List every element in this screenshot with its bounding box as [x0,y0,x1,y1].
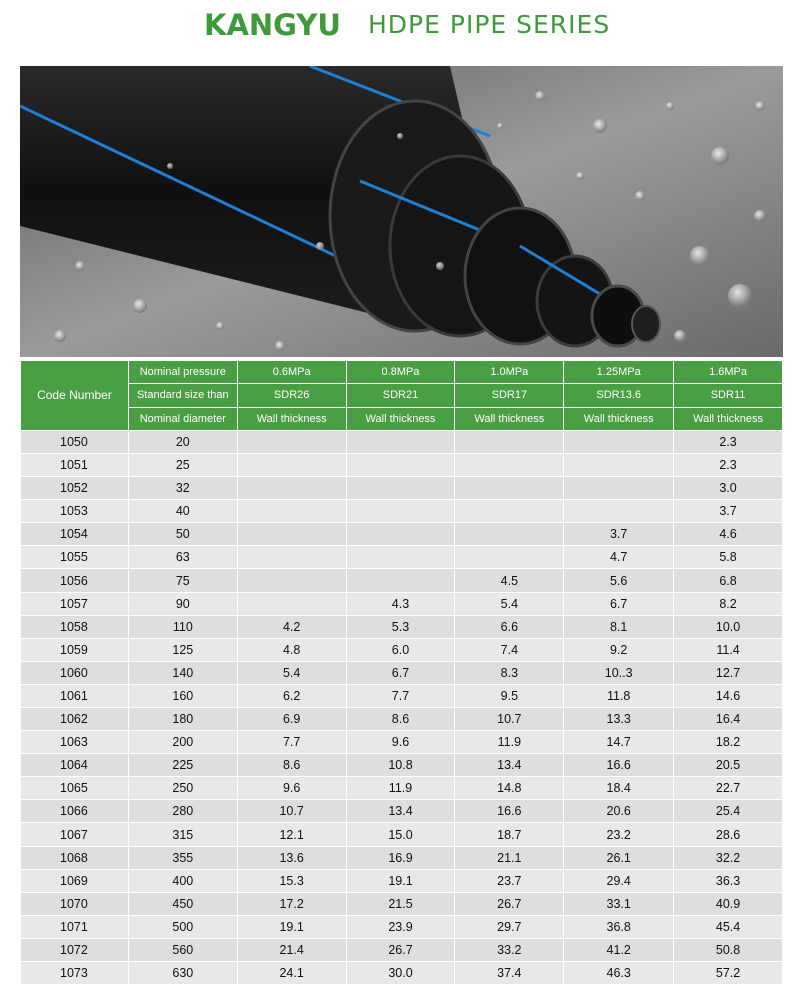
pipes-illustration [20,66,783,357]
sdr-header: SDR17 [455,384,564,407]
thickness-cell: 7.7 [346,684,455,707]
diameter-cell: 125 [128,638,237,661]
table-row [21,800,783,823]
thickness-cell [237,523,346,546]
diameter-cell: 25 [128,453,237,476]
diameter-cell: 40 [128,500,237,523]
thickness-cell: 6.8 [674,569,783,592]
table-row [21,684,783,707]
thickness-cell [237,430,346,453]
thickness-cell: 8.6 [346,708,455,731]
table-row [21,638,783,661]
diameter-cell: 140 [128,661,237,684]
table-row [21,777,783,800]
series-title: HDPE PIPE SERIES [368,10,611,39]
thickness-cell: 21.4 [237,938,346,961]
thickness-cell: 57.2 [674,962,783,985]
wall-thickness-header: Wall thickness [564,407,674,430]
thickness-cell: 13.3 [564,708,674,731]
table-row [21,869,783,892]
thickness-cell: 18.4 [564,777,674,800]
thickness-cell: 6.7 [564,592,674,615]
table-header [21,361,783,431]
thickness-cell [564,477,674,500]
thickness-cell: 7.4 [455,638,564,661]
thickness-cell: 3.7 [674,500,783,523]
thickness-cell: 10.7 [455,708,564,731]
code-cell: 1059 [21,638,129,661]
row-label-pressure: Nominal pressure [128,361,237,384]
diameter-cell: 160 [128,684,237,707]
thickness-cell: 11.8 [564,684,674,707]
thickness-cell: 13.4 [346,800,455,823]
table-row [21,915,783,938]
thickness-cell: 5.3 [346,615,455,638]
thickness-cell: 36.3 [674,869,783,892]
thickness-cell: 8.3 [455,661,564,684]
thickness-cell: 24.1 [237,962,346,985]
thickness-cell [346,569,455,592]
thickness-cell: 40.9 [674,892,783,915]
thickness-cell [346,453,455,476]
thickness-cell [237,592,346,615]
thickness-cell: 12.1 [237,823,346,846]
thickness-cell [455,523,564,546]
code-cell: 1062 [21,708,129,731]
thickness-cell: 45.4 [674,915,783,938]
thickness-cell [346,546,455,569]
wall-thickness-header: Wall thickness [237,407,346,430]
diameter-cell: 50 [128,523,237,546]
thickness-cell [346,477,455,500]
table-row [21,892,783,915]
diameter-cell: 630 [128,962,237,985]
diameter-cell: 32 [128,477,237,500]
code-cell: 1054 [21,523,129,546]
code-cell: 1055 [21,546,129,569]
diameter-cell: 110 [128,615,237,638]
thickness-cell: 16.6 [564,754,674,777]
pressure-header: 0.8MPa [346,361,455,384]
thickness-cell: 16.4 [674,708,783,731]
thickness-cell: 6.7 [346,661,455,684]
thickness-cell: 46.3 [564,962,674,985]
thickness-cell: 4.3 [346,592,455,615]
code-cell: 1064 [21,754,129,777]
thickness-cell: 4.6 [674,523,783,546]
thickness-cell: 23.2 [564,823,674,846]
table-row [21,523,783,546]
thickness-cell: 11.4 [674,638,783,661]
diameter-cell: 180 [128,708,237,731]
diameter-cell: 315 [128,823,237,846]
thickness-cell: 15.3 [237,869,346,892]
brand-logo-text: KANGYU [204,8,341,42]
diameter-cell: 560 [128,938,237,961]
sdr-header: SDR11 [674,384,783,407]
thickness-cell: 22.7 [674,777,783,800]
thickness-cell [237,546,346,569]
thickness-cell: 6.9 [237,708,346,731]
thickness-cell: 4.5 [455,569,564,592]
sdr-header: SDR21 [346,384,455,407]
thickness-cell: 26.7 [346,938,455,961]
thickness-cell: 41.2 [564,938,674,961]
table-row [21,615,783,638]
code-cell: 1068 [21,846,129,869]
thickness-cell: 19.1 [346,869,455,892]
thickness-cell: 13.6 [237,846,346,869]
thickness-cell: 9.5 [455,684,564,707]
table-row [21,453,783,476]
thickness-cell: 8.1 [564,615,674,638]
thickness-cell [346,430,455,453]
thickness-cell [455,453,564,476]
thickness-cell: 10.0 [674,615,783,638]
thickness-cell [237,453,346,476]
thickness-cell: 5.8 [674,546,783,569]
thickness-cell [455,477,564,500]
thickness-cell: 26.1 [564,846,674,869]
thickness-cell: 33.1 [564,892,674,915]
code-cell: 1050 [21,430,129,453]
sdr-header: SDR13.6 [564,384,674,407]
table-row [21,569,783,592]
diameter-cell: 200 [128,731,237,754]
table-row [21,938,783,961]
diameter-cell: 400 [128,869,237,892]
code-cell: 1065 [21,777,129,800]
diameter-cell: 500 [128,915,237,938]
wall-thickness-header: Wall thickness [346,407,455,430]
thickness-cell: 33.2 [455,938,564,961]
thickness-cell: 8.2 [674,592,783,615]
code-cell: 1072 [21,938,129,961]
thickness-cell: 36.8 [564,915,674,938]
diameter-cell: 20 [128,430,237,453]
title-banner [0,0,800,60]
thickness-cell: 29.4 [564,869,674,892]
table-body [21,430,783,984]
diameter-cell: 250 [128,777,237,800]
thickness-cell: 10.7 [237,800,346,823]
thickness-cell: 3.0 [674,477,783,500]
table-row [21,546,783,569]
thickness-cell [237,477,346,500]
thickness-cell: 30.0 [346,962,455,985]
table-row [21,661,783,684]
table-row [21,592,783,615]
wall-thickness-header: Wall thickness [455,407,564,430]
thickness-cell: 6.2 [237,684,346,707]
thickness-cell: 20.5 [674,754,783,777]
thickness-cell: 2.3 [674,453,783,476]
thickness-cell: 14.8 [455,777,564,800]
code-cell: 1058 [21,615,129,638]
thickness-cell: 9.6 [346,731,455,754]
thickness-cell: 14.7 [564,731,674,754]
table-row [21,708,783,731]
table-row [21,846,783,869]
thickness-cell: 2.3 [674,430,783,453]
thickness-cell: 32.2 [674,846,783,869]
thickness-cell: 14.6 [674,684,783,707]
wall-thickness-header: Wall thickness [674,407,783,430]
thickness-cell: 29.7 [455,915,564,938]
code-cell: 1066 [21,800,129,823]
thickness-cell [564,453,674,476]
table-row [21,731,783,754]
table-row [21,430,783,453]
thickness-cell: 28.6 [674,823,783,846]
code-cell: 1070 [21,892,129,915]
thickness-cell [455,500,564,523]
thickness-cell: 4.7 [564,546,674,569]
thickness-cell [346,500,455,523]
thickness-cell: 15.0 [346,823,455,846]
thickness-cell: 7.7 [237,731,346,754]
thickness-cell: 6.6 [455,615,564,638]
table-row [21,754,783,777]
code-cell: 1073 [21,962,129,985]
thickness-cell: 10.8 [346,754,455,777]
thickness-cell: 19.1 [237,915,346,938]
thickness-cell: 9.6 [237,777,346,800]
diameter-cell: 450 [128,892,237,915]
thickness-cell: 6.0 [346,638,455,661]
diameter-cell: 355 [128,846,237,869]
thickness-cell [237,500,346,523]
row-label-diameter: Nominal diameter [128,407,237,430]
code-cell: 1071 [21,915,129,938]
thickness-cell: 37.4 [455,962,564,985]
thickness-cell [564,500,674,523]
thickness-cell [237,569,346,592]
thickness-cell: 23.9 [346,915,455,938]
code-cell: 1063 [21,731,129,754]
thickness-cell: 16.6 [455,800,564,823]
thickness-cell: 18.2 [674,731,783,754]
diameter-cell: 225 [128,754,237,777]
code-cell: 1053 [21,500,129,523]
thickness-cell: 11.9 [455,731,564,754]
thickness-cell [455,546,564,569]
thickness-cell: 11.9 [346,777,455,800]
diameter-cell: 63 [128,546,237,569]
diameter-cell: 280 [128,800,237,823]
thickness-cell: 10..3 [564,661,674,684]
pressure-header: 1.0MPa [455,361,564,384]
thickness-cell: 20.6 [564,800,674,823]
code-cell: 1061 [21,684,129,707]
table-row [21,823,783,846]
product-photo [20,66,783,357]
thickness-cell [455,430,564,453]
thickness-cell: 4.2 [237,615,346,638]
pipe-spec-table [20,360,783,985]
table-row [21,962,783,985]
code-number-header: Code Number [21,361,129,431]
code-cell: 1056 [21,569,129,592]
thickness-cell: 18.7 [455,823,564,846]
thickness-cell: 50.8 [674,938,783,961]
thickness-cell: 12.7 [674,661,783,684]
thickness-cell: 13.4 [455,754,564,777]
code-cell: 1069 [21,869,129,892]
thickness-cell: 21.1 [455,846,564,869]
pressure-header: 0.6MPa [237,361,346,384]
thickness-cell: 21.5 [346,892,455,915]
diameter-cell: 90 [128,592,237,615]
thickness-cell: 26.7 [455,892,564,915]
thickness-cell [564,430,674,453]
thickness-cell: 3.7 [564,523,674,546]
pressure-header: 1.6MPa [674,361,783,384]
pressure-header: 1.25MPa [564,361,674,384]
thickness-cell: 5.4 [455,592,564,615]
thickness-cell [346,523,455,546]
thickness-cell: 9.2 [564,638,674,661]
sdr-header: SDR26 [237,384,346,407]
thickness-cell: 4.8 [237,638,346,661]
table-row [21,500,783,523]
code-cell: 1067 [21,823,129,846]
diameter-cell: 75 [128,569,237,592]
code-cell: 1052 [21,477,129,500]
thickness-cell: 25.4 [674,800,783,823]
thickness-cell: 8.6 [237,754,346,777]
code-cell: 1060 [21,661,129,684]
code-cell: 1057 [21,592,129,615]
row-label-sdr: Standard size than [128,384,237,407]
thickness-cell: 5.6 [564,569,674,592]
thickness-cell: 17.2 [237,892,346,915]
code-cell: 1051 [21,453,129,476]
thickness-cell: 23.7 [455,869,564,892]
thickness-cell: 16.9 [346,846,455,869]
table-row [21,477,783,500]
thickness-cell: 5.4 [237,661,346,684]
